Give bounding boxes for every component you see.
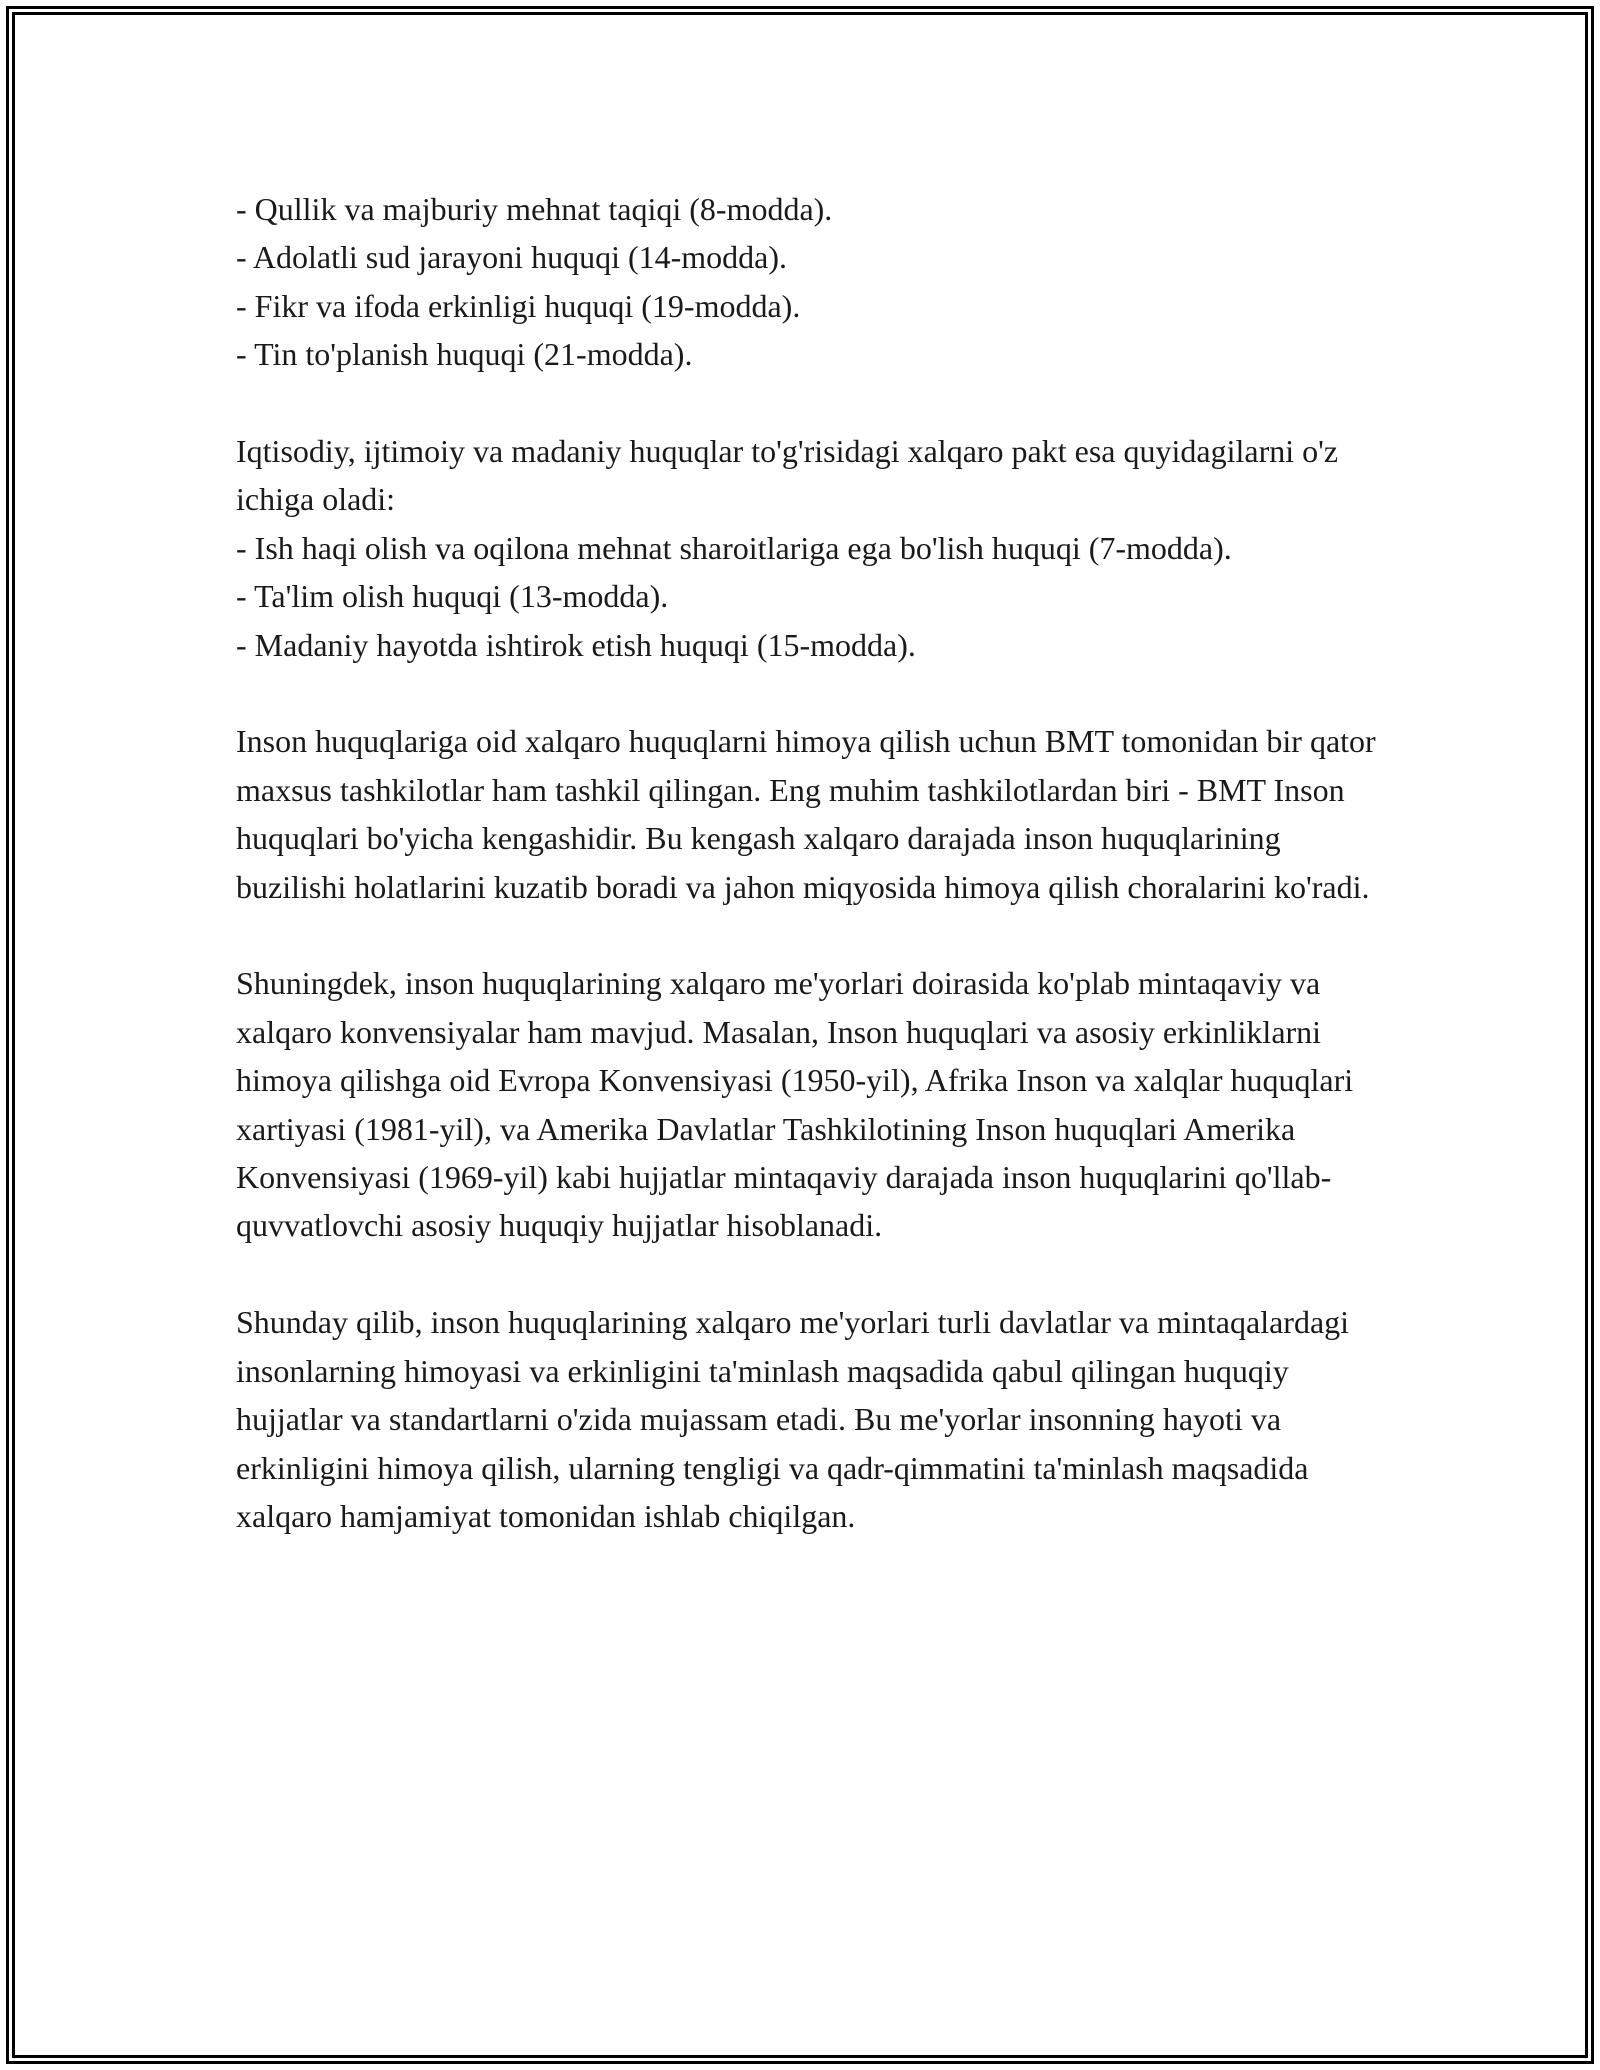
paragraph-regional: Shuningdek, inson huquqlarining xalqaro me'yorlari doirasida ko'plab mintaqaviy va xalqaro konvensiyalar ham mavjud. Masalan, Inson huquqlari va asosiy erkinliklarni himoya qilishga oid Evropa Konvensiyasi (1950-yil), Afrika Inson va xalqlar huquqlari xartiyasi (1981-yil), va Amerika Davlatlar Tashkilotining Inson huquqlari Amerika Konvensiyasi (1969-yil) kabi hujjatlar mintaqaviy darajada inson huquqlarini qo'llab-quvvatlovchi asosiy huquqiy hujjatlar hisoblanadi.	[236, 965, 1354, 1244]
paragraph-conclusion: Shunday qilib, inson huquqlarining xalqaro me'yorlari turli davlatlar va mintaqalardagi insonlarning himoyasi va erkinligini ta'minlash maqsadida qabul qilingan huquqiy hujjatlar va standartlarni o'zida mujassam etadi. Bu me'yorlar insonning hayoti va erkinligini himoya qilish, ularning tengligi va qadr-qimmatini ta'minlash maqsadida xalqaro hamjamiyat tomonidan ishlab chiqilgan.	[236, 1304, 1350, 1534]
list-item-civil-4: - Tin to'planish huquqi (21-modda).	[236, 336, 693, 373]
list-item-economic-1: - Ish haqi olish va oqilona mehnat sharoitlariga ega bo'lish huquqi (7-modda).	[236, 529, 1232, 566]
paragraph-gap	[236, 1250, 1386, 1298]
list-item-civil-1: - Qullik va majburiy mehnat taqiqi (8-modda).	[236, 191, 833, 227]
paragraph-economic-intro: Iqtisodiy, ijtimoiy va madaniy huquqlar to'g'risidagi xalqaro pakt esa quyidagilarni o'z ichiga oladi:	[236, 433, 1339, 518]
list-item-economic-2: - Ta'lim olish huquqi (13-modda).	[236, 578, 669, 615]
paragraph-council: Inson huquqlariga oid xalqaro huquqlarni himoya qilish uchun BMT tomonidan bir qator maxsus tashkilotlar ham tashkil qilingan. Eng muhim tashkilotlardan biri - BMT Inson huquqlari bo'yicha kengashidir. Bu kengash xalqaro darajada inson huquqlarining buzilishi holatlarini kuzatib boradi va jahon miqyosida himoya qilish choralarini ko'radi.	[236, 723, 1376, 905]
paragraph-gap	[236, 669, 1386, 717]
paragraph-gap	[236, 379, 1386, 427]
list-item-economic-3: - Madaniy hayotda ishtirok etish huquqi (15-modda).	[236, 626, 916, 663]
document-body	[236, 185, 1386, 1540]
list-item-civil-3: - Fikr va ifoda erkinligi huquqi (19-modda).	[236, 287, 801, 324]
list-item-civil-2: - Adolatli sud jarayoni huquqi (14-modda).	[236, 239, 788, 276]
paragraph-gap	[236, 911, 1386, 959]
